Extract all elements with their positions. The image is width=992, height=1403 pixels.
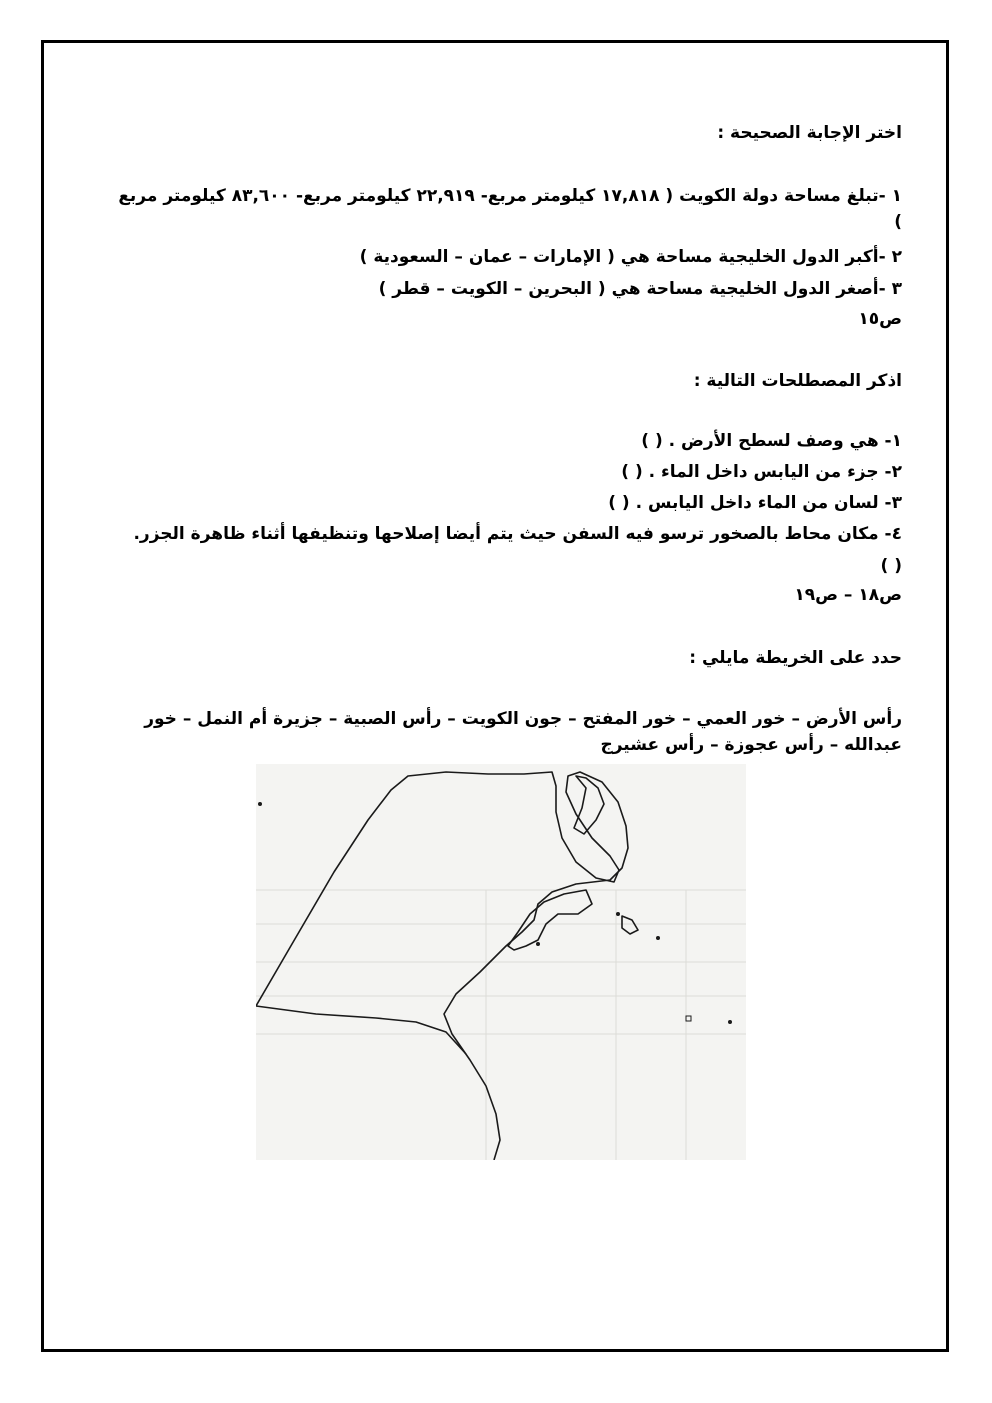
- term-1: ١- هي وصف لسطح الأرض . ( ): [641, 431, 902, 451]
- kuwait-outline-map: [256, 764, 746, 1160]
- question-2: ٢ -أكبر الدول الخليجية مساحة هي ( الإمارات – عمان – السعودية ): [359, 247, 902, 267]
- page-reference-1: ص١٥: [858, 309, 902, 329]
- question-3: ٣ -أصغر الدول الخليجية مساحة هي ( البحرين – الكويت – قطر ): [378, 279, 902, 299]
- question-1: ١ -تبلغ مساحة دولة الكويت ( ١٧,٨١٨ كيلومتر مربع- ٢٢,٩١٩ كيلومتر مربع- ٨٣,٦٠٠ كيلومتر مربع ): [118, 186, 902, 232]
- map-image: [256, 764, 746, 1160]
- page-reference-2: ص١٨ – ص١٩: [794, 585, 902, 605]
- section2-heading: اذكر المصطلحات التالية :: [693, 371, 902, 391]
- map-places-list: رأس الأرض – خور العمي – خور المفتح – جون الكويت – رأس الصبية – جزيرة أم النمل – خور عبدالله – رأس عجوزة – رأس عشيرج: [144, 709, 902, 755]
- section1-heading: اختر الإجابة الصحيحة :: [717, 123, 902, 143]
- section3-heading: حدد على الخريطة مايلي :: [689, 648, 902, 668]
- term-3: ٣- لسان من الماء داخل اليابس . ( ): [608, 493, 902, 513]
- term-4-blank: ( ): [880, 556, 902, 576]
- term-4: ٤- مكان محاط بالصخور ترسو فيه السفن حيث يتم أيضا إصلاحها وتنظيفها أثناء ظاهرة الجزر.: [133, 524, 902, 544]
- term-2: ٢- جزء من اليابس داخل الماء . ( ): [621, 462, 902, 482]
